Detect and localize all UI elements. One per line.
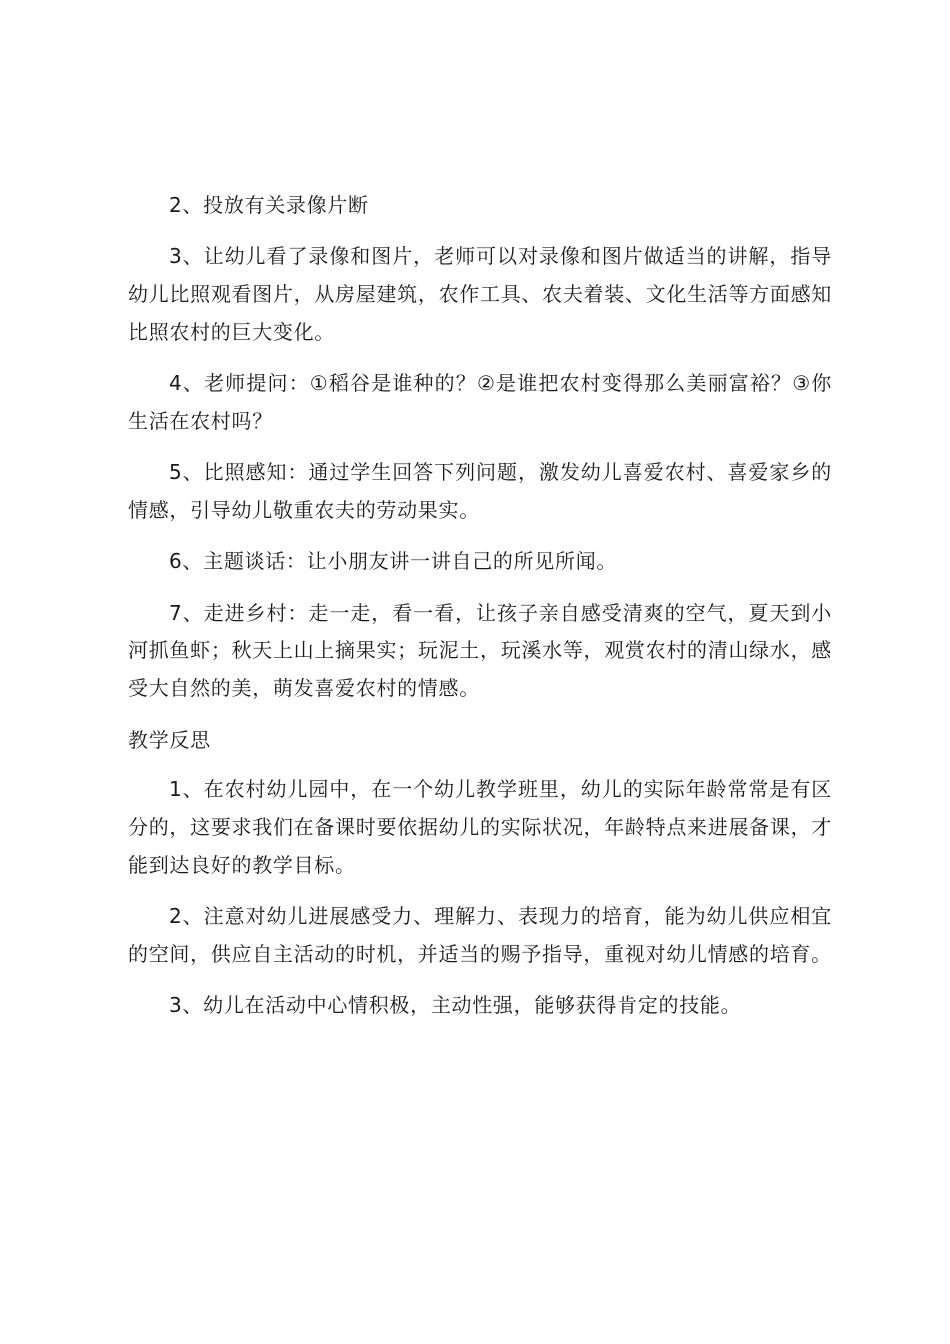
paragraph-step-2: 2、投放有关录像片断 xyxy=(169,193,369,217)
paragraph-step-4: 4、老师提问：①稻谷是谁种的？②是谁把农村变得那么美丽富裕？③你生活在农村吗？ xyxy=(128,371,832,433)
document-body xyxy=(128,187,832,1039)
reflection-paragraph-2: 2、注意对幼儿进展感受力、理解力、表现力的培育，能为幼儿供应相宜的空间，供应自主活动的时机，并适当的赐予指导，重视对幼儿情感的培育。 xyxy=(128,904,832,967)
paragraph-step-3: 3、让幼儿看了录像和图片，老师可以对录像和图片做适当的讲解，指导幼儿比照观看图片，从房屋建筑，农作工具、农夫着装、文化生活等方面感知比照农村的巨大变化。 xyxy=(128,244,832,344)
paragraph-step-5: 5、比照感知：通过学生回答下列问题，激发幼儿喜爱农村、喜爱家乡的情感，引导幼儿敬重农夫的劳动果实。 xyxy=(128,460,832,523)
reflection-paragraph-1: 1、在农村幼儿园中，在一个幼儿教学班里，幼儿的实际年龄常常是有区分的，这要求我们在备课时要依据幼儿的实际状况，年龄特点来进展备课，才能到达良好的教学目标。 xyxy=(128,777,832,877)
paragraph-step-6: 6、主题谈话：让小朋友讲一讲自己的所见所闻。 xyxy=(169,549,618,574)
reflection-heading: 教学反思 xyxy=(128,727,211,752)
paragraph-step-7: 7、走进乡村：走一走，看一看，让孩子亲自感受清爽的空气，夏天到小河抓鱼虾；秋天上山上摘果实；玩泥土，玩溪水等，观赏农村的清山绿水，感受大自然的美，萌发喜爱农村的情感。 xyxy=(128,600,832,701)
reflection-paragraph-3: 3、幼儿在活动中心情积极，主动性强，能够获得肯定的技能。 xyxy=(169,993,742,1018)
